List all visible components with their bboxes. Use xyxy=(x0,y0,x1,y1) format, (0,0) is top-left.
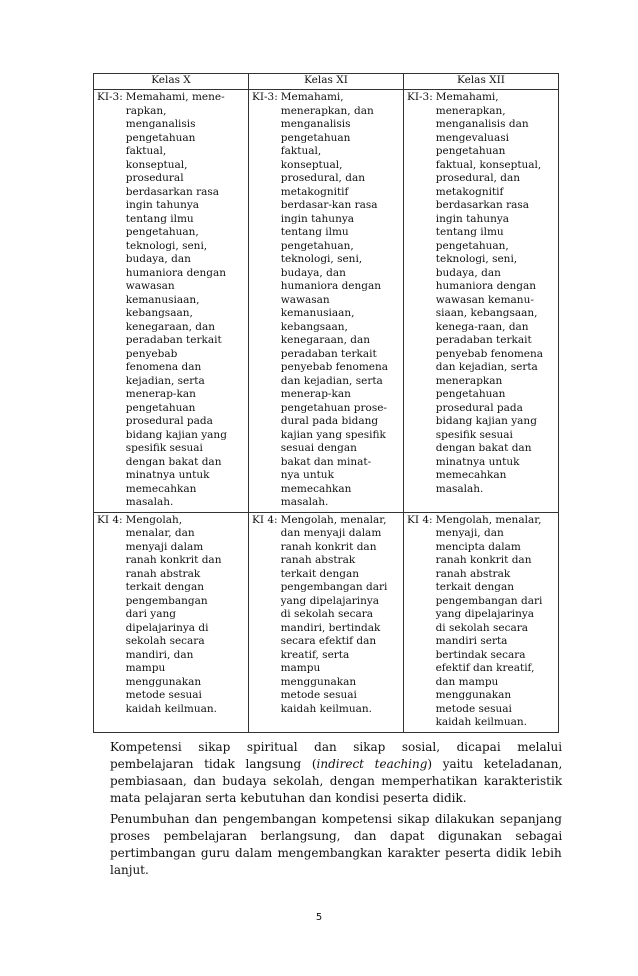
description-line: menyaji dalam xyxy=(125,540,204,553)
description-line: menerapkan, dan xyxy=(280,104,374,117)
description-line: pengembangan dari xyxy=(435,594,543,607)
description-line: terkait dengan xyxy=(435,581,514,593)
italic-term: indirect teaching xyxy=(316,757,428,771)
competency-description xyxy=(436,91,555,496)
description-line: sekolah secara xyxy=(125,635,205,647)
description-line: peradaban terkait xyxy=(125,334,222,346)
description-line: prosedural pada xyxy=(125,415,213,427)
description-line: peradaban terkait xyxy=(280,347,377,360)
description-line: teknologi, seni, xyxy=(280,253,363,265)
paragraph-1 xyxy=(110,739,562,807)
description-line: mandiri, dan xyxy=(125,648,194,661)
description-line: ranah abstrak xyxy=(125,567,201,580)
description-line: mampu xyxy=(280,662,321,674)
description-line: siaan, kebangsaan, xyxy=(435,307,538,319)
table-cell xyxy=(94,90,249,513)
description-line: pengetahuan, xyxy=(435,239,509,252)
description-line: menganalisis xyxy=(125,118,196,130)
description-line: menerap-kan xyxy=(280,388,351,400)
description-line: pengetahuan xyxy=(125,401,196,414)
description-line: menggunakan xyxy=(125,675,202,688)
description-line: kebangsaan, xyxy=(280,320,348,333)
description-line: pengetahuan xyxy=(435,145,506,157)
description-line: secara efektif dan xyxy=(280,635,377,647)
description-line: masalah. xyxy=(435,482,484,495)
description-line: Mengolah, menalar, xyxy=(435,513,542,526)
description-line: bidang kajian yang xyxy=(435,415,537,427)
description-line: masalah. xyxy=(280,496,329,508)
description-line: spesifik sesuai xyxy=(125,442,203,454)
table-row xyxy=(94,90,559,513)
description-line: menerapkan xyxy=(435,374,503,387)
description-line: konseptual, xyxy=(280,158,343,171)
description-line: prosedural, dan xyxy=(435,172,520,184)
description-line: kebangsaan, xyxy=(125,307,193,319)
paragraph-line: mata pelajaran serta kebutuhan dan kondisi peserta didik. xyxy=(110,791,467,805)
description-line: terkait dengan xyxy=(280,567,359,580)
description-line: yang dipelajarinya xyxy=(280,594,380,607)
description-line: faktual, xyxy=(125,145,167,157)
description-line: di sekolah secara xyxy=(280,608,374,620)
description-line: menganalisis xyxy=(280,118,351,130)
competency-code: KI-3: xyxy=(97,91,123,103)
description-line: minatnya untuk xyxy=(435,455,520,468)
description-line: budaya, dan xyxy=(435,266,501,279)
description-line: budaya, dan xyxy=(280,266,346,279)
description-line: tentang ilmu xyxy=(280,226,349,238)
description-line: dengan bakat dan xyxy=(435,442,532,454)
description-line: metode sesuai xyxy=(125,689,202,701)
description-line: kemanusiaan, xyxy=(280,307,355,319)
description-line: metakognitif xyxy=(435,185,504,198)
description-line: mandiri, bertindak xyxy=(280,621,381,634)
description-line: mencipta dalam xyxy=(435,540,521,553)
description-line: dan kejadian, serta xyxy=(435,361,538,373)
description-line: kenega-raan, dan xyxy=(435,320,529,333)
description-line: faktual, konseptual, xyxy=(435,158,542,171)
description-line: pengetahuan xyxy=(125,131,196,144)
table-cell xyxy=(249,512,404,732)
description-line: dan mampu xyxy=(435,675,499,688)
competency-description xyxy=(281,91,400,510)
description-line: di sekolah secara xyxy=(435,621,529,634)
description-line: dural pada bidang xyxy=(280,415,379,427)
description-line: humaniora dengan xyxy=(125,266,227,279)
description-line: prosedural, dan xyxy=(280,172,365,184)
description-line: efektif dan kreatif, xyxy=(435,662,535,674)
description-line: kejadian, serta xyxy=(125,374,205,387)
description-line: penyebab fenomena xyxy=(280,361,389,373)
description-line: menalar, dan xyxy=(125,527,195,539)
description-line: berdasarkan rasa xyxy=(125,185,220,198)
description-line: humaniora dengan xyxy=(435,280,537,292)
paragraph-line: pertimbangan guru dalam mengembangkan karakter peserta didik lebih xyxy=(110,846,562,860)
header-kelas-xii: Kelas XII xyxy=(404,74,559,90)
description-line: teknologi, seni, xyxy=(435,253,518,265)
description-line: nya untuk xyxy=(280,469,334,481)
description-line: konseptual, xyxy=(125,158,188,171)
description-line: wawasan xyxy=(280,293,330,306)
description-line: budaya, dan xyxy=(125,253,191,265)
description-line: pengetahuan prose- xyxy=(280,401,387,414)
description-line: bertindak secara xyxy=(435,648,526,661)
description-line: kenegaraan, dan xyxy=(125,320,216,333)
description-line: menyaji, dan xyxy=(435,527,504,539)
description-line: tentang ilmu xyxy=(125,212,194,225)
description-line: memecahkan xyxy=(435,469,507,481)
paragraph-line: pembelajaran tidak langsung (indirect teaching) yaitu keteladanan, xyxy=(110,757,563,771)
description-line: bidang kajian yang xyxy=(125,428,227,441)
description-line: fenomena dan xyxy=(125,361,202,373)
table-body xyxy=(94,90,559,733)
paragraph-line: lanjut. xyxy=(110,863,149,877)
description-line: metode sesuai xyxy=(435,702,512,715)
description-line: dari yang xyxy=(125,608,176,620)
description-line: tentang ilmu xyxy=(435,226,504,238)
description-line: minatnya untuk xyxy=(125,469,210,481)
paragraph-line: Kompetensi sikap spiritual dan sikap sosial, dicapai melalui xyxy=(110,740,563,754)
description-line: kenegaraan, dan xyxy=(280,334,371,346)
description-line: masalah. xyxy=(125,496,174,508)
table-cell xyxy=(94,512,249,732)
description-line: dengan bakat dan xyxy=(125,455,222,468)
description-line: terkait dengan xyxy=(125,581,204,593)
competency-table xyxy=(93,73,559,733)
description-line: ingin tahunya xyxy=(280,212,355,225)
description-line: ranah abstrak xyxy=(280,554,356,566)
description-line: mampu xyxy=(125,662,166,674)
description-line: spesifik sesuai xyxy=(435,428,513,441)
description-line: peradaban terkait xyxy=(435,334,532,346)
description-line: kemanusiaan, xyxy=(125,293,200,306)
description-line: ranah konkrit dan xyxy=(125,554,222,566)
competency-code: KI-3: xyxy=(407,91,433,103)
table-cell xyxy=(404,512,559,732)
competency-description xyxy=(126,514,245,717)
paragraph-line: pembiasaan, dan budaya sekolah, dengan memperhatikan karakteristik xyxy=(110,774,563,788)
description-line: pengembangan xyxy=(125,594,208,607)
description-line: faktual, xyxy=(280,145,322,157)
description-line: dipelajarinya di xyxy=(125,621,209,634)
description-line: wawasan kemanu- xyxy=(435,293,534,306)
description-line: metakognitif xyxy=(280,185,349,198)
description-line: menerapkan, xyxy=(435,104,506,117)
description-line: mandiri serta xyxy=(435,635,508,647)
description-line: Memahami, xyxy=(435,91,499,103)
description-line: sesuai dengan xyxy=(280,442,357,454)
description-line: kajian yang spesifik xyxy=(280,428,386,441)
description-line: menerap-kan xyxy=(125,388,196,400)
description-line: Memahami, xyxy=(280,91,344,103)
description-line: memecahkan xyxy=(125,482,197,495)
description-line: Memahami, mene- xyxy=(125,91,225,103)
table-row xyxy=(94,512,559,732)
table-header-row xyxy=(94,74,559,90)
description-line: ingin tahunya xyxy=(125,199,200,211)
competency-code: KI 4: xyxy=(97,513,123,526)
description-line: menggunakan xyxy=(435,689,512,701)
paragraph-line: proses pembelajaran berlangsung, dan dapat digunakan sebagai xyxy=(110,829,563,843)
description-line: Mengolah, xyxy=(125,513,183,526)
description-line: penyebab fenomena xyxy=(435,347,544,360)
competency-description xyxy=(436,514,555,730)
description-line: menggunakan xyxy=(280,675,357,688)
description-line: pengetahuan xyxy=(280,131,351,144)
paragraph-2 xyxy=(110,811,562,879)
description-line: memecahkan xyxy=(280,482,352,495)
description-line: pengembangan dari xyxy=(280,581,388,593)
table-cell xyxy=(404,90,559,513)
competency-code: KI 4: xyxy=(407,513,433,526)
description-line: ranah konkrit dan xyxy=(280,540,377,553)
description-line: humaniora dengan xyxy=(280,280,382,292)
description-line: pengetahuan, xyxy=(280,239,354,252)
description-line: prosedural pada xyxy=(435,401,523,414)
description-line: berdasarkan rasa xyxy=(435,199,530,211)
description-line: dan kejadian, serta xyxy=(280,374,383,387)
competency-code: KI 4: xyxy=(252,513,278,526)
page-number: 5 xyxy=(315,912,323,923)
description-line: teknologi, seni, xyxy=(125,239,208,252)
description-line: bakat dan minat- xyxy=(280,455,372,468)
description-line: menganalisis dan xyxy=(435,118,529,130)
description-line: prosedural xyxy=(125,172,184,184)
description-line: yang dipelajarinya xyxy=(435,608,535,620)
table-cell xyxy=(249,90,404,513)
description-line: dan menyaji dalam xyxy=(280,527,382,539)
competency-description xyxy=(126,91,245,510)
competency-code: KI-3: xyxy=(252,91,278,103)
competency-description xyxy=(281,514,400,717)
description-line: ranah konkrit dan xyxy=(435,554,532,566)
description-line: kaidah keilmuan. xyxy=(280,702,372,715)
description-line: penyebab xyxy=(125,347,178,360)
description-line: mengevaluasi xyxy=(435,131,509,144)
description-line: metode sesuai xyxy=(280,689,357,701)
description-line: kaidah keilmuan. xyxy=(125,702,217,715)
description-line: pengetahuan, xyxy=(125,226,199,238)
description-line: berdasar-kan rasa xyxy=(280,199,378,211)
description-line: rapkan, xyxy=(125,104,167,117)
description-line: kreatif, serta xyxy=(280,648,350,661)
description-line: Mengolah, menalar, xyxy=(280,513,387,526)
description-line: ranah abstrak xyxy=(435,567,511,580)
header-kelas-xi: Kelas XI xyxy=(249,74,404,90)
header-kelas-x: Kelas X xyxy=(94,74,249,90)
description-line: wawasan xyxy=(125,280,175,292)
description-line: pengetahuan xyxy=(435,388,506,400)
description-line: kaidah keilmuan. xyxy=(435,716,527,728)
description-line: ingin tahunya xyxy=(435,212,510,225)
paragraph-line: Penumbuhan dan pengembangan kompetensi sikap dilakukan sepanjang xyxy=(110,812,562,826)
